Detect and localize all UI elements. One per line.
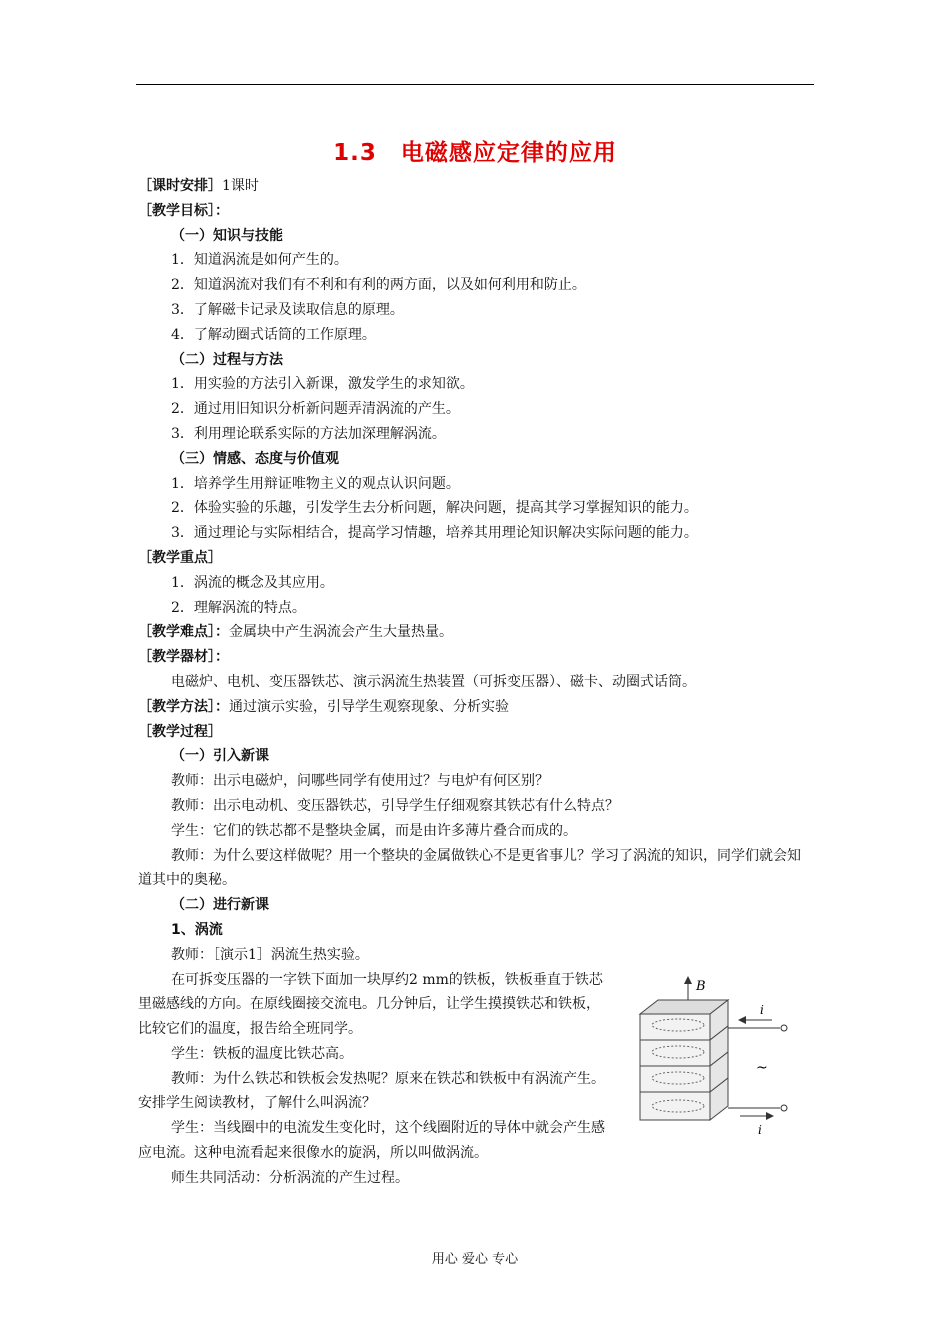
header-rule	[136, 84, 814, 85]
paragraph: 教师：［演示1］涡流生热实验。	[171, 946, 369, 963]
terminal-top	[781, 1025, 787, 1031]
paragraph: 学生：铁板的温度比铁芯高。	[171, 1045, 353, 1062]
paragraph: 在可拆变压器的一字铁下面加一块厚约2 mm的铁板，铁板垂直于铁芯里磁感线的方向。在原线圈接交流电。几分钟后，让学生摸摸铁芯和铁板，比较它们的温度，报告给全班同学。	[138, 971, 603, 1038]
list-item: 3．了解磁卡记录及读取信息的原理。	[171, 301, 404, 318]
method-line	[138, 695, 814, 720]
paragraph: 学生：当线圈中的电流发生变化时，这个线圈附近的导体中就会产生感应电流。这种电流看起来很像水的旋涡，所以叫做涡流。	[138, 1120, 605, 1162]
equipment-label: ［教学器材］：	[138, 649, 229, 666]
list-item: 2．体验实验的乐趣，引发学生去分析问题，解决问题，提高其学习掌握知识的能力。	[171, 500, 698, 517]
difficulty-label: ［教学难点］：	[138, 624, 229, 641]
label-b: B	[696, 979, 706, 994]
iron-core-diagram	[628, 968, 798, 1146]
terminal-bottom	[781, 1105, 787, 1111]
process-label: ［教学过程］	[138, 723, 222, 740]
paragraph: 学生：它们的铁芯都不是整块金属，而是由许多薄片叠合而成的。	[171, 822, 577, 839]
list-item: 1．培养学生用辩证唯物主义的观点认识问题。	[171, 475, 460, 492]
paragraph: 教师：出示电磁炉，问哪些同学有使用过？与电炉有何区别？	[171, 773, 549, 790]
process-method-heading: （二）过程与方法	[171, 351, 283, 368]
equipment-value: 电磁炉、电机、变压器铁芯、演示涡流生热装置（可拆变压器）、磁卡、动圈式话筒。	[171, 673, 696, 690]
difficulty-value: 金属块中产生涡流会产生大量热量。	[229, 624, 453, 641]
list-item: 1．用实验的方法引入新课，激发学生的求知欲。	[171, 376, 474, 393]
paragraph: 教师：出示电动机、变压器铁芯，引导学生仔细观察其铁芯有什么特点？	[171, 797, 619, 814]
objectives-label: ［教学目标］：	[138, 202, 229, 219]
emotion-heading: （三）情感、态度与价值观	[171, 450, 339, 467]
paragraph: 教师：为什么要这样做呢？用一个整块的金属做铁心不是更省事儿？学习了涡流的知识，同学们就会知道其中的奥秘。	[138, 847, 801, 889]
schedule-label: ［课时安排］	[138, 178, 222, 194]
knowledge-heading: （一）知识与技能	[171, 227, 283, 244]
label-i-top: i	[760, 1003, 764, 1017]
method-value: 通过演示实验，引导学生观察现象、分析实验	[229, 698, 509, 715]
ac-symbol: ~	[756, 1060, 768, 1076]
paragraph: 师生共同活动：分析涡流的产生过程。	[171, 1169, 409, 1186]
difficulty-line	[138, 620, 814, 645]
page-title: 1.3 电磁感应定律的应用	[333, 140, 617, 166]
paragraph: 教师：为什么铁芯和铁板会发热呢？原来在铁芯和铁板中有涡流产生。安排学生阅读教材，了解什么叫涡流？	[138, 1070, 605, 1112]
list-item: 3．通过理论与实际相结合，提高学习情趣，培养其用理论知识解决实际问题的能力。	[171, 525, 698, 542]
intro-heading: （一）引入新课	[171, 748, 269, 765]
eddy-current-figure	[628, 968, 798, 1146]
list-item: 4．了解动圈式话筒的工作原理。	[171, 326, 376, 343]
schedule-value: 1课时	[222, 178, 259, 194]
label-i-bottom: i	[758, 1123, 762, 1137]
method-label: ［教学方法］：	[138, 698, 229, 715]
new-lesson-heading: （二）进行新课	[171, 897, 269, 914]
list-item: 3．利用理论联系实际的方法加深理解涡流。	[171, 425, 446, 442]
list-item: 2．知道涡流对我们有不利和有利的两方面，以及如何利用和防止。	[171, 277, 586, 294]
list-item: 1．知道涡流是如何产生的。	[171, 252, 348, 269]
list-item: 2．理解涡流的特点。	[171, 599, 306, 616]
eddy-current-heading: 1、涡流	[171, 921, 223, 938]
page-footer: 用心 爱心 专心	[431, 1252, 519, 1267]
schedule-line	[138, 174, 814, 199]
key-points-label: ［教学重点］	[138, 549, 222, 566]
list-item: 1．涡流的概念及其应用。	[171, 574, 334, 591]
list-item: 2．通过用旧知识分析新问题弄清涡流的产生。	[171, 401, 460, 418]
